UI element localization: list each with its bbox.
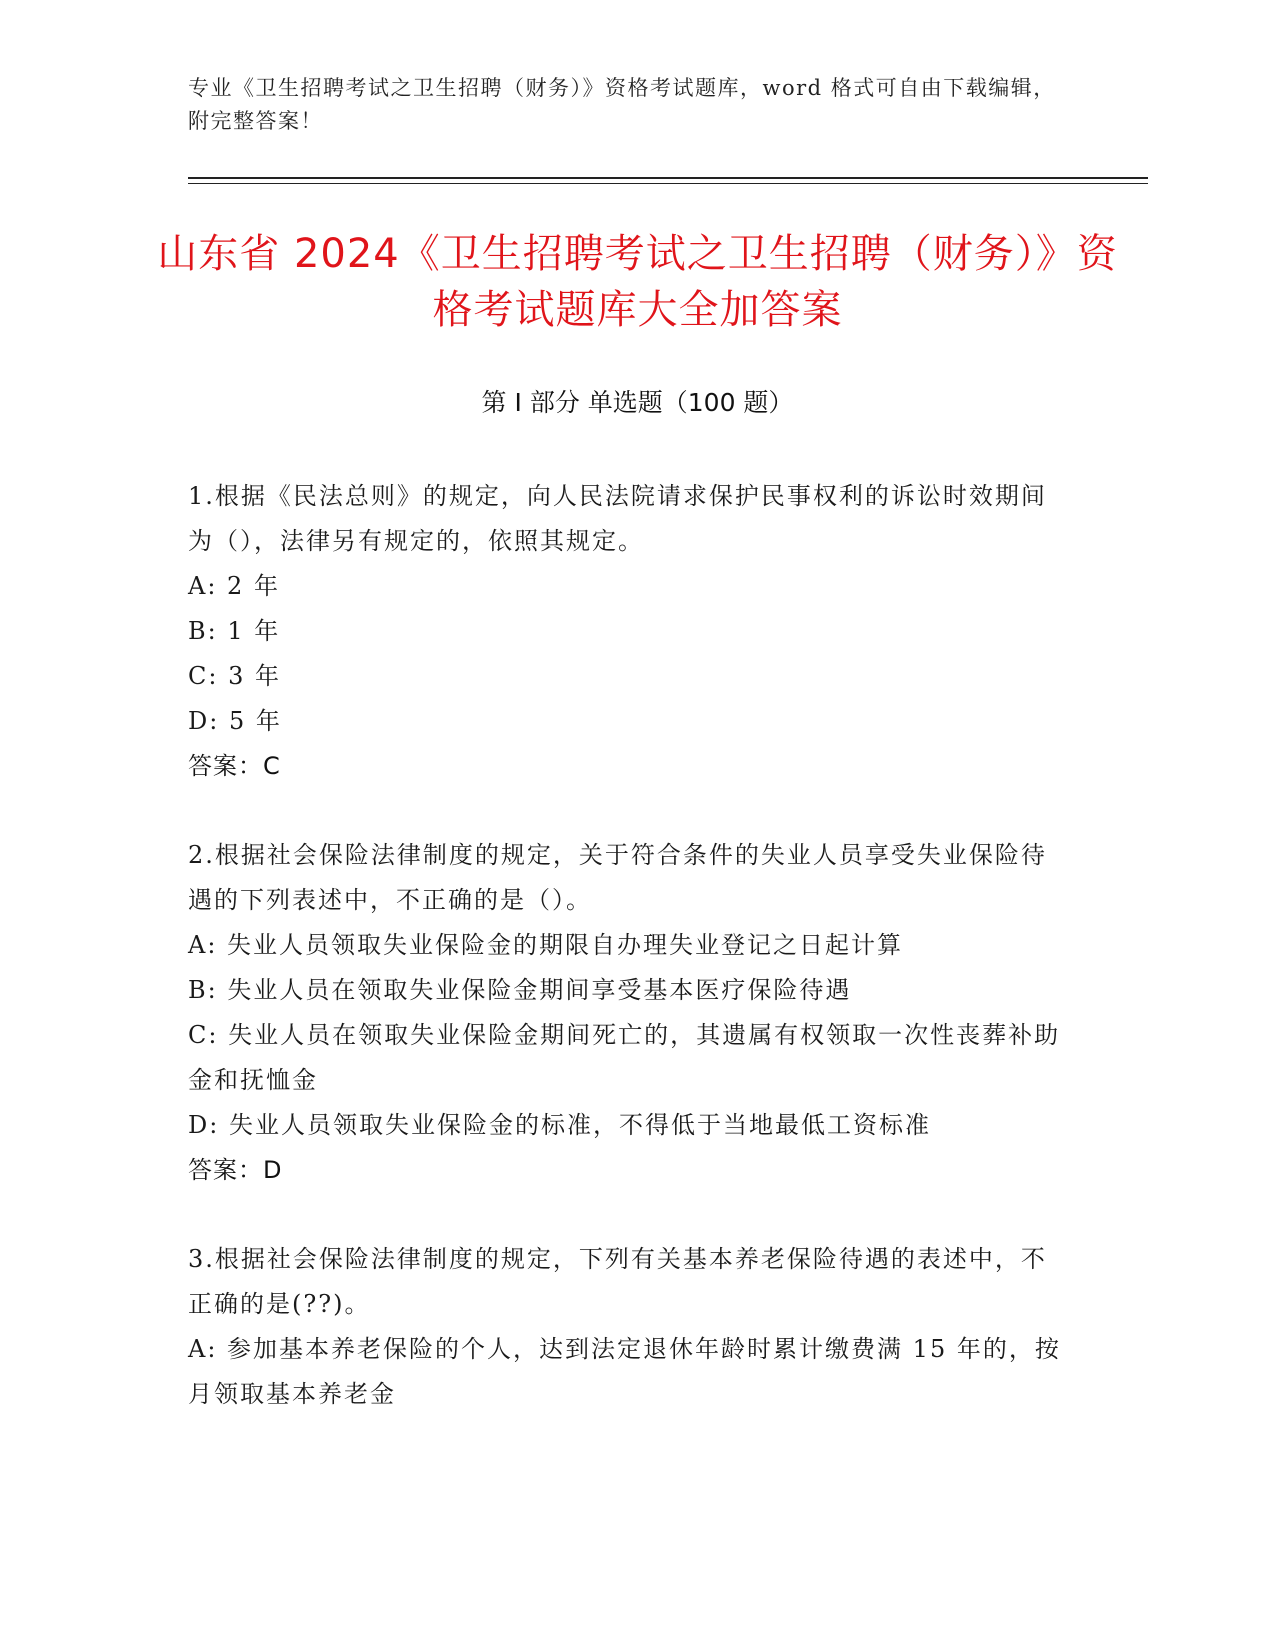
question-2 <box>188 833 1068 1193</box>
option-d: D: 失业人员领取失业保险金的标准，不得低于当地最低工资标准 <box>188 1111 931 1139</box>
option-b: B: 失业人员在领取失业保险金期间享受基本医疗保险待遇 <box>188 976 852 1004</box>
answer: 答案：C <box>188 752 281 780</box>
question-list <box>188 474 1068 1461</box>
section-title: 第 I 部分 单选题（100 题） <box>481 388 794 417</box>
question-1 <box>188 474 1068 789</box>
header-divider-thick <box>188 177 1148 179</box>
option-c: C: 失业人员在领取失业保险金期间死亡的，其遗属有权领取一次性丧葬补助金和抚恤金 <box>188 1021 1061 1094</box>
option-b: B: 1 年 <box>188 617 281 645</box>
option-a: A: 失业人员领取失业保险金的期限自办理失业登记之日起计算 <box>188 931 904 959</box>
option-a: A: 参加基本养老保险的个人，达到法定退休年龄时累计缴费满 15 年的，按月领取基本养老金 <box>188 1335 1061 1408</box>
question-text: 1.根据《民法总则》的规定，向人民法院请求保护民事权利的诉讼时效期间为（），法律另有规定的，依照其规定。 <box>188 482 1047 555</box>
header-divider-thin <box>188 183 1148 184</box>
question-text: 2.根据社会保险法律制度的规定，关于符合条件的失业人员享受失业保险待遇的下列表述中，不正确的是（）。 <box>188 841 1047 914</box>
document-title: 山东省 2024《卫生招聘考试之卫生招聘（财务）》资格考试题库大全加答案 <box>157 231 1118 333</box>
answer: 答案：D <box>188 1156 283 1184</box>
option-c: C: 3 年 <box>188 662 281 690</box>
question-text: 3.根据社会保险法律制度的规定，下列有关基本养老保险待遇的表述中，不正确的是(??)。 <box>188 1245 1047 1318</box>
header-note: 专业《卫生招聘考试之卫生招聘（财务）》资格考试题库，word 格式可自由下载编辑，附完整答案！ <box>188 76 1056 133</box>
option-a: A: 2 年 <box>188 572 280 600</box>
question-3 <box>188 1237 1068 1417</box>
option-d: D: 5 年 <box>188 707 282 735</box>
